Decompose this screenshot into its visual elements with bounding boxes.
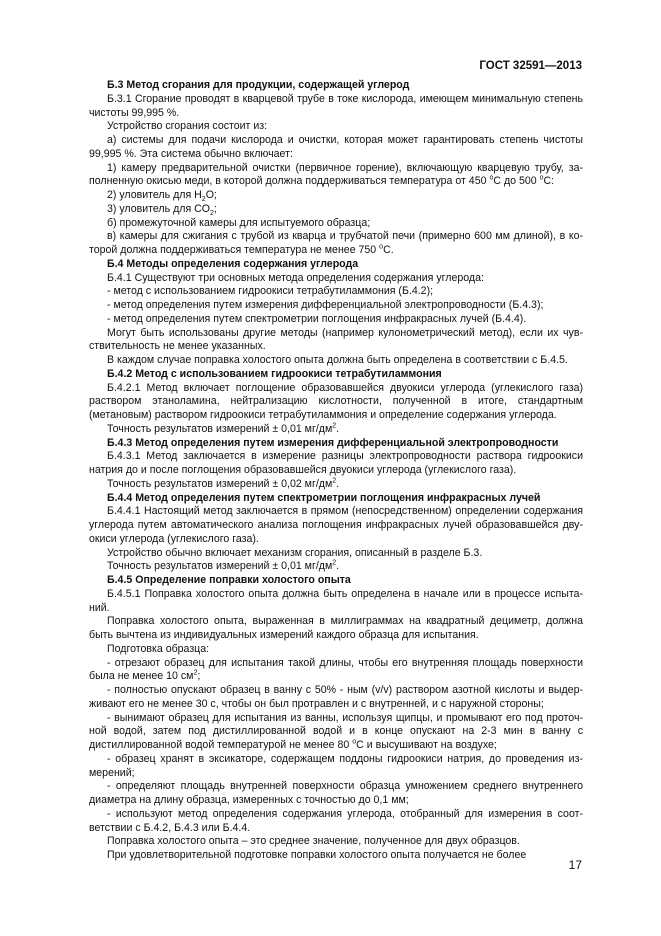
section-heading-b3: Б.3 Метод сгорания для продукции, содержащей углерод [107, 79, 410, 91]
paragraph: Б.4.5.1 Поправка холостого опыта должна быть определена в начале или в процессе испытаний. [89, 587, 583, 614]
document-body [89, 79, 583, 863]
paragraph: Устройство обычно включает механизм сгорания, описанный в разделе Б.3. [107, 546, 483, 559]
list-item: - метод определения путем измерения дифференциальной электропроводности (Б.4.3); [107, 299, 544, 311]
paragraph: 1) камеру предварительной очистки (первичное горение), включающую кварцевую трубу, заполненную окисью меди, в которой должна поддерживаться температура от 450 $^o$С до 500 $^o$С: [89, 161, 583, 188]
list-item: - используют метод определения содержания углерода, отобранный для измерения в соответствии с Б.4.2, Б.4.3 или Б.4.4. [89, 807, 583, 834]
paragraph: Подготовка образца: [107, 642, 210, 655]
list-item: - образец хранят в эксикаторе, содержащем поддоны гидроокиси натрия, до проведения измерений; [89, 752, 583, 779]
list-item: - полностью опускают образец в ванну с 50% - ным (v/v) раствором азотной кислоты и выдерживают его не менее 30 с, чтобы он был протравлен и с внутренней, и с наружной стороны; [89, 684, 583, 710]
paragraph: Б.4.3.1 Метод заключается в измерение разницы электропроводности раствора гидроокиси натрия до и после поглощения образовавшейся двуокиси углерода (углекислого газа). [89, 450, 583, 476]
paragraph: б) промежуточной камеры для испытуемого образца; [107, 216, 371, 229]
paragraph: Б.4.4.1 Настоящий метод заключается в прямом (непосредственном) определении содержания углерода путем автоматического анализа поглощения инфракрасных лучей образовавшейся двуокиси углерода (углекислого газа). [89, 505, 583, 545]
paragraph: Поправка холостого опыта, выраженная в миллиграммах на квадратный дециметр, должна быть вычтена из индивидуальных измерений каждого образца для испытания. [89, 615, 583, 641]
paragraph: Могут быть использованы другие методы (например кулонометрический метод), если их чувствительность не менее указанных. [89, 326, 583, 353]
paragraph: При удовлетворительной подготовке поправки холостого опыта получается не более [107, 849, 527, 861]
paragraph: Точность результатов измерений ± 0,01 $мг/дм^2$. [107, 559, 340, 573]
paragraph: Точность результатов измерений ± 0,01 $мг/дм^2$. [107, 422, 340, 435]
paragraph: в) камеры для сжигания с трубой из кварца и трубчатой печи (примерно 600 мм длиной), в которой должна поддерживаться температура не менее 750 $^o$С. [89, 230, 583, 256]
list-item: - метод с использованием гидроокиси тетрабутиламмония (Б.4.2); [107, 285, 434, 298]
section-heading-b43: Б.4.3 Метод определения путем измерения дифференциальной электропроводности [107, 436, 559, 449]
list-item: - отрезают образец для испытания такой длины, чтобы его внутренняя площадь поверхности была не менее 10 $см^2$; [89, 656, 583, 683]
paragraph: Точность результатов измерений ± 0,02 $мг/дм^2$. [107, 477, 340, 490]
paragraph: Устройство сгорания состоит из: [107, 120, 268, 133]
paragraph: 3) уловитель для $CO_2$; [107, 202, 217, 217]
paragraph: Б.3.1 Сгорание проводят в кварцевой трубе в токе кислорода, имеющем минимальную степень чистоты 99,995 %. [89, 92, 583, 119]
section-heading-b44: Б.4.4 Метод определения путем спектрометрии поглощения инфракрасных лучей [107, 491, 541, 504]
paragraph: Б.4.2.1 Метод включает поглощение образовавшейся двуокиси углерода (углекислого газа) раствором этаноламина, нейтрализацию кислотности, полученной в итоге, стандартным (метановым) раствором гидроокиси тетрабутиламмония и определение содержания углерода. [89, 381, 583, 421]
paragraph: Поправка холостого опыта – это среднее значение, полученное для двух образцов. [107, 835, 520, 848]
list-item: - определяют площадь внутренней поверхности образца умножением среднего внутреннего диаметра на длину образца, измеренных с точностью до 0,1 мм; [89, 780, 583, 806]
page-number: 17 [568, 858, 582, 872]
section-heading-b45: Б.4.5 Определение поправки холостого опыта [107, 574, 351, 586]
section-heading-b42: Б.4.2 Метод с использованием гидроокиси тетрабутиламмония [107, 367, 442, 380]
list-item: - вынимают образец для испытания из ванны, используя щипцы, и промывают его под проточной водой, затем под дистиллированной водой и в конце опускают на 2-3 мин в ванну с дистиллированной водой температурой не менее 80 $^o$С и высушивают на воздухе; [89, 711, 583, 751]
paragraph: а) системы для подачи кислорода и очистки, которая может гарантировать степень чистоты 99,995 %. Эта система обычно включает: [89, 134, 583, 160]
paragraph: В каждом случае поправка холостого опыта должна быть определена в соответствии с Б.4.5. [107, 354, 568, 366]
paragraph: 2) уловитель для $H_2O$; [107, 189, 217, 204]
section-heading-b4: Б.4 Методы определения содержания углерода [107, 257, 359, 270]
list-item: - метод определения путем спектрометрии поглощения инфракрасных лучей (Б.4.4). [107, 312, 527, 325]
paragraph: Б.4.1 Существуют три основных метода определения содержания углерода: [107, 271, 484, 284]
document-standard-id: ГОСТ 32591—2013 [479, 60, 582, 72]
